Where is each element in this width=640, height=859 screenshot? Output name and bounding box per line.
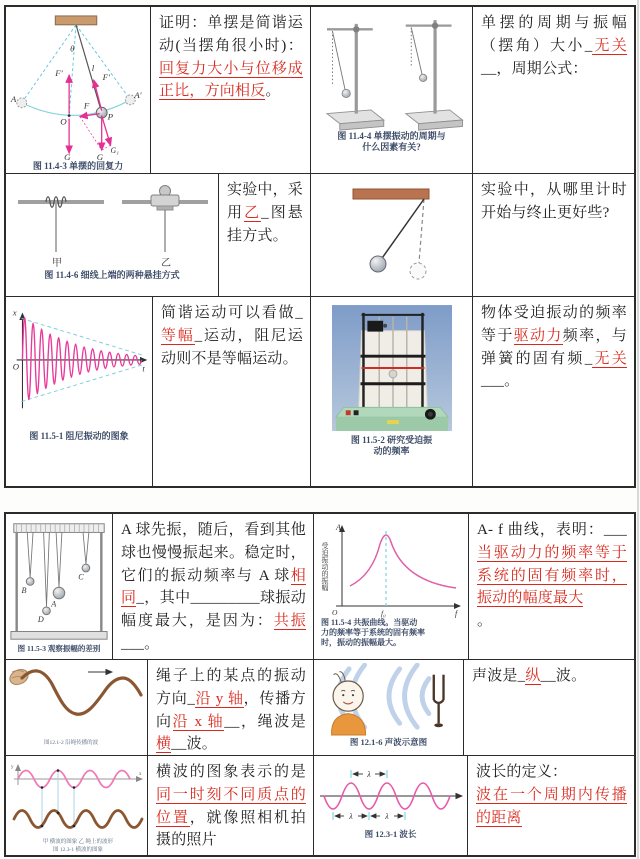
note-text: 绳子上的某点的振动方向 <box>156 668 306 707</box>
note-text: 单摆的周期与振幅（摆角）大小 <box>481 15 627 54</box>
note-text: 频率，与弹簧的固有频 <box>481 327 627 367</box>
svg-text:A: A <box>336 523 341 532</box>
pendulum-stands-illustration <box>314 11 470 131</box>
note-forced-vibration-frequency <box>473 297 634 486</box>
svg-text:受迫振动的振幅: 受迫振动的振幅 <box>321 542 329 591</box>
note-period-vs-amplitude <box>473 7 634 173</box>
figure-resonance-curve <box>314 514 469 659</box>
note-text: 运动，阻尼运动则不是等幅运动。 <box>161 327 303 367</box>
note-text: 图悬挂方式。 <box>227 204 304 244</box>
figure-caption: 图 12.3-1 波长 <box>364 829 417 839</box>
timing-pendulum-illustration <box>327 181 457 293</box>
figure-forced-vibration-photo <box>311 297 473 486</box>
answer-text: 无关 <box>592 37 627 54</box>
note-text: A- f 曲线，表明： <box>477 522 604 538</box>
note-transverse-rope-wave <box>148 660 314 755</box>
notes-table-waves <box>4 512 636 857</box>
note-af-curve-meaning <box>469 514 634 659</box>
forced-vibration-apparatus-photo <box>332 305 452 431</box>
svg-text:A′: A′ <box>134 89 142 100</box>
svg-text:f₀: f₀ <box>381 609 386 618</box>
note-resonance-observation <box>113 514 314 659</box>
svg-text:F′: F′ <box>55 68 63 79</box>
note-pendulum-shm-proof <box>151 7 311 173</box>
note-text: _________ <box>190 590 260 607</box>
note-text: 实验中，从哪里计时开始与终止更好些? <box>481 182 627 221</box>
answer-text: 相同 <box>121 567 306 607</box>
svg-text:y: y <box>10 765 13 770</box>
svg-text:甲 横波的图象 乙 绳上的波形: 甲 横波的图象 乙 绳上的波形 <box>42 839 113 845</box>
svg-text:G₁: G₁ <box>110 146 120 156</box>
sound-wave-illustration <box>316 663 462 737</box>
note-text: __ <box>224 713 240 730</box>
svg-text:F′: F′ <box>102 72 111 83</box>
answer-text: 回复力大小与位移成正比，方向相反 <box>159 60 303 100</box>
figure-caption: 图 11.5-1 阻尼振动的图象 <box>29 431 129 441</box>
answer-text: 横 <box>156 736 172 753</box>
answer-text: 波在一个周期内传播的距离 <box>476 786 627 826</box>
svg-text:B: B <box>21 586 27 596</box>
note-text: _ <box>295 305 303 321</box>
svg-text:f: f <box>455 609 458 618</box>
note-wavelength-definition <box>468 756 634 855</box>
note-sound-is-longitudinal <box>464 660 634 755</box>
svg-text:D: D <box>37 614 44 624</box>
svg-text:θ: θ <box>70 43 75 54</box>
figure-sound-wave <box>314 660 464 755</box>
note-text: 。 <box>504 373 520 390</box>
note-text: 证明：单摆是简谐运动(当摆角很小时)： <box>159 15 303 54</box>
figure-period-factor-stands <box>311 7 473 173</box>
answer-text: 无关 <box>592 350 627 367</box>
note-text: 波。 <box>186 736 218 753</box>
note-text: 波长的定义： <box>476 764 568 780</box>
svg-text:A: A <box>51 599 57 609</box>
figure-damped-vibration-graph <box>6 297 153 486</box>
answer-text: 纵 <box>525 668 541 684</box>
svg-text:F: F <box>83 100 90 111</box>
svg-text:G: G <box>64 152 71 161</box>
pendulum-restoring-force-illustration <box>8 11 148 161</box>
note-text: _ <box>584 350 593 367</box>
answer-text: 乙 <box>244 204 262 221</box>
note-text: __ <box>481 60 497 77</box>
note-text: 。 <box>477 613 493 630</box>
note-text: 。 <box>144 635 160 652</box>
svg-text:图 12.3-1 横波的图象: 图 12.3-1 横波的图象 <box>52 847 103 853</box>
table-row <box>6 756 634 855</box>
note-text: 简谐运动可以看做 <box>161 305 296 321</box>
rope-wave-illustration <box>8 662 146 752</box>
note-text: _ <box>584 37 593 54</box>
answer-text: 共振 <box>273 613 306 630</box>
note-text: 横波的图象表示的是 <box>156 764 306 780</box>
note-text: ___ <box>481 373 505 390</box>
note-timing-question <box>473 174 634 296</box>
note-text: ___ <box>603 522 627 538</box>
note-text: 波。 <box>555 668 587 684</box>
svg-text:x: x <box>12 307 17 318</box>
answer-text: 沿 y 轴 <box>195 690 244 707</box>
svg-text:λ: λ <box>348 812 353 821</box>
wavelength-illustration <box>316 762 466 826</box>
note-text: ，就像照相机拍摄的照片 <box>156 809 306 849</box>
note-text: A 球先振，随后，看到其他球也慢慢振起来。稳定时，它们的振动频率与 A 球 <box>121 522 306 584</box>
figure-resonance-pendulums <box>6 514 113 659</box>
note-constant-amplitude <box>153 297 311 486</box>
figure-caption: 图 11.5-2 研究受迫振 动的频率 <box>350 435 433 457</box>
svg-text:G: G <box>96 152 104 161</box>
scan-edge <box>637 0 639 859</box>
table-row <box>6 174 634 297</box>
svg-text:C: C <box>78 572 84 582</box>
figure-rope-wave <box>6 660 148 755</box>
note-text: _ <box>187 690 196 707</box>
figure-caption: 图 11.4-3 单摆的回复力 <box>32 161 124 171</box>
figure-caption: 图 11.4-4 单摆振动的周期与 什么因素有关? <box>337 131 446 153</box>
svg-text:图12.1-2 沿绳传播的波: 图12.1-2 沿绳传播的波 <box>43 740 98 746</box>
answer-text: 同一时刻不同质点的位置 <box>156 786 306 826</box>
svg-text:乙: 乙 <box>160 258 171 269</box>
note-text: ，周期公式： <box>496 60 588 77</box>
answer-text: 等幅 <box>161 327 195 344</box>
note-text: _ <box>194 327 203 344</box>
note-text: ___ <box>121 635 145 652</box>
answer-text: 当驱动力的频率等于系统的固有频率时，振动的幅度最大 <box>477 544 627 607</box>
coupled-pendulums-illustration <box>7 518 111 644</box>
note-suspension-choice <box>219 174 311 296</box>
answer-text: 沿 x 轴 <box>172 713 225 730</box>
figure-caption: 图 11.5-3 观察振幅的差别 <box>17 644 101 653</box>
note-text: __ <box>171 736 187 753</box>
svg-text:甲: 甲 <box>51 258 62 269</box>
figure-suspension-methods <box>6 174 219 296</box>
svg-text:O: O <box>60 116 67 127</box>
table-row <box>6 514 634 660</box>
note-text: 。 <box>265 83 281 100</box>
resonance-curve-plot <box>316 518 466 618</box>
note-wave-graph-meaning <box>148 756 314 855</box>
svg-text:A: A <box>10 93 17 104</box>
damped-vibration-plot <box>7 301 152 417</box>
note-text: _，其中 <box>136 590 191 607</box>
suspension-methods-illustration <box>10 178 215 270</box>
figure-caption: 图 12.1-6 声波示意图 <box>349 737 428 747</box>
figure-pendulum-restoring-force <box>6 7 151 173</box>
table-row <box>6 660 634 756</box>
svg-text:O: O <box>332 608 338 617</box>
notes-table-vibration <box>4 5 636 488</box>
svg-text:λ: λ <box>366 770 371 779</box>
note-text: 声波是 <box>472 668 518 684</box>
table-row <box>6 7 634 174</box>
note-text: __ <box>540 668 556 684</box>
svg-text:x: x <box>138 772 141 777</box>
svg-text:t: t <box>141 363 145 374</box>
svg-text:λ: λ <box>384 812 389 821</box>
answer-text: 驱动力 <box>513 327 563 344</box>
figure-caption: 图 11.5-4 共振曲线。当驱动 力的频率等于系统的固有频率 时，振动的振幅最大。 <box>321 618 425 647</box>
figure-wavelength <box>314 756 468 855</box>
note-text: 球振动幅度最大，是因为： <box>121 590 306 630</box>
figure-wave-graph-vs-rope <box>6 756 148 855</box>
svg-text:l: l <box>91 63 95 74</box>
svg-text:P: P <box>107 111 114 122</box>
note-text: _ <box>261 204 269 221</box>
note-text: 物体受迫振动的频率等于 <box>481 305 627 344</box>
note-text: 实验中，采用 <box>227 182 304 221</box>
figure-timing-pendulum <box>311 174 473 296</box>
transverse-wave-graph-illustration <box>8 759 146 853</box>
figure-caption: 图 11.4-6 细线上端的两种悬挂方式 <box>44 270 180 280</box>
note-text: ，传播方向 <box>156 690 306 730</box>
table-row <box>6 297 634 486</box>
svg-text:O: O <box>12 361 19 372</box>
note-text: _ <box>517 668 526 684</box>
note-text: ，绳波是 <box>239 713 306 730</box>
